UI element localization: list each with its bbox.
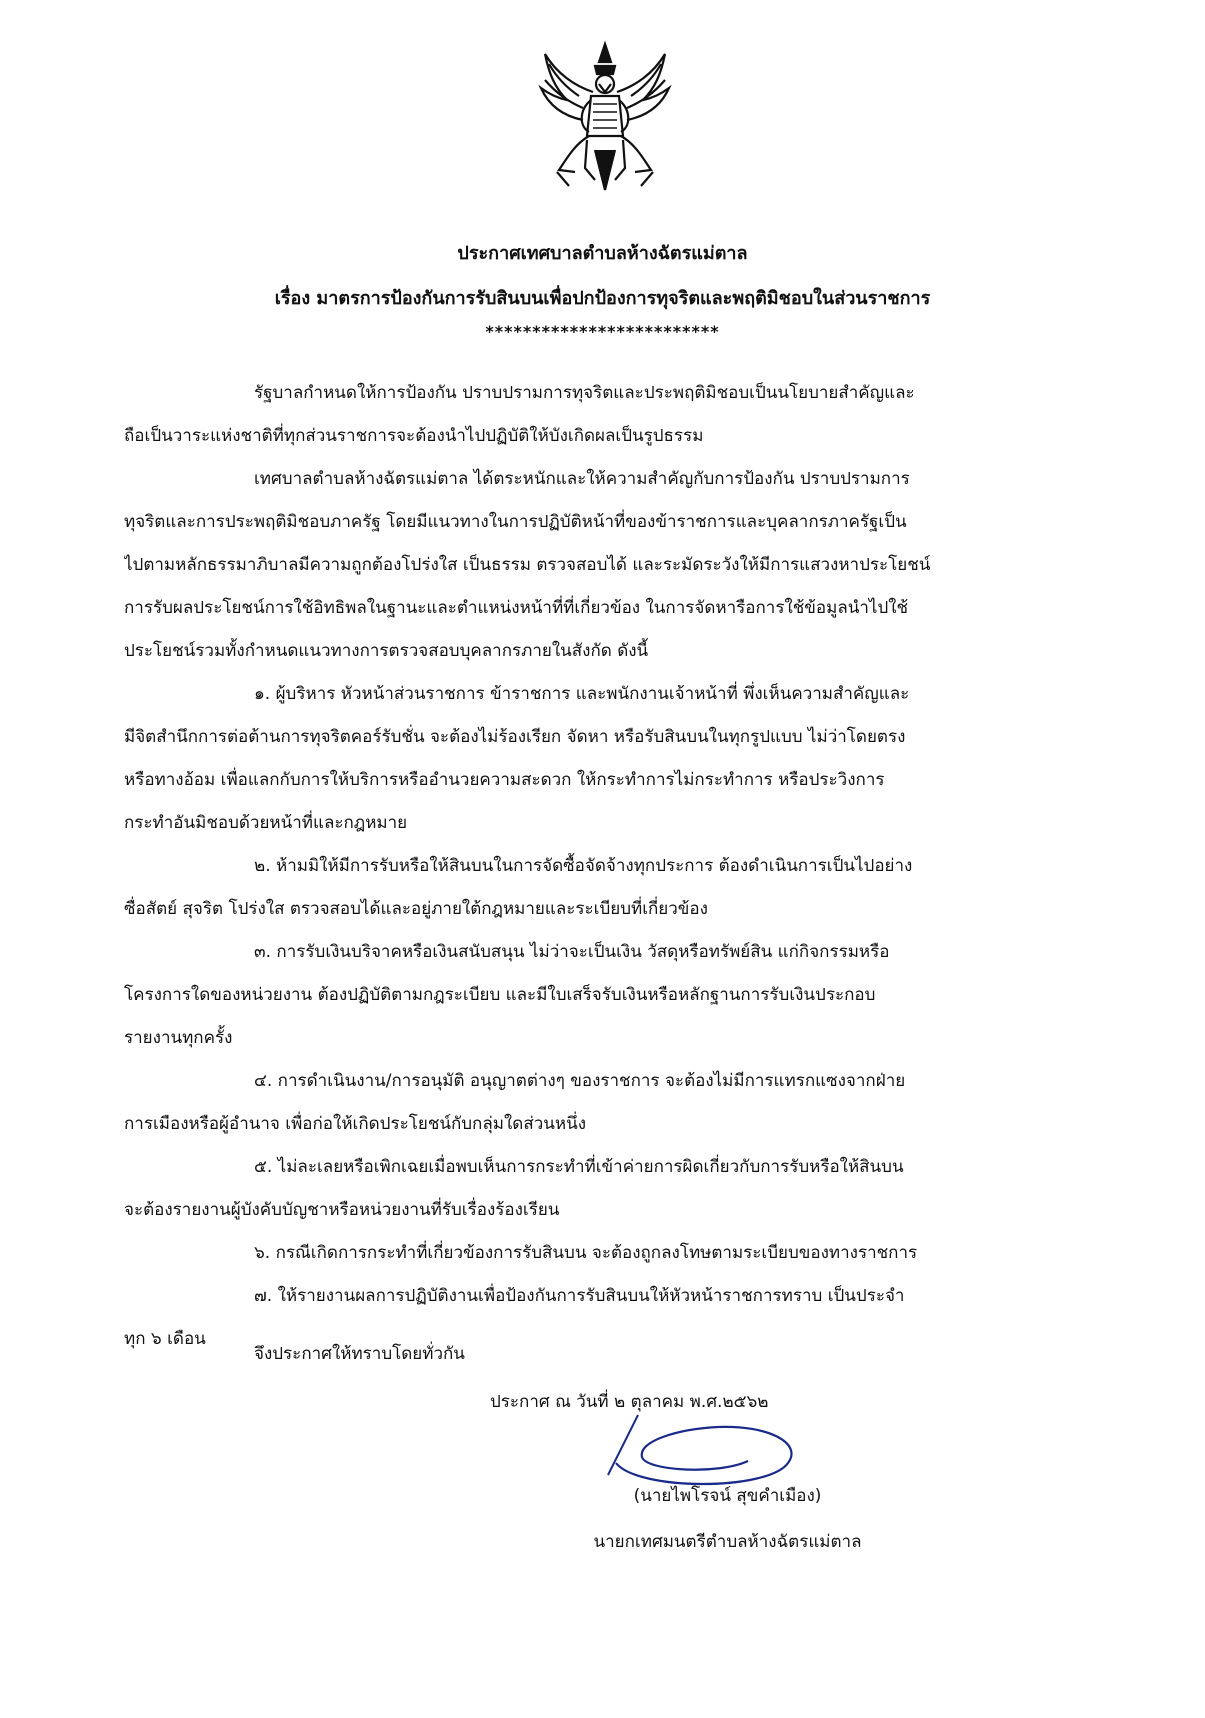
closing-statement: จึงประกาศให้ทราบโดยทั่วกัน <box>254 1344 465 1364</box>
text-line: เทศบาลตำบลห้างฉัตรแม่ตาล ได้ตระหนักและให้ความสำคัญกับการป้องกัน ปราบปรามการ <box>254 469 910 489</box>
text-line: การรับผลประโยชน์การใช้อิทธิพลในฐานะและตำแหน่งหน้าที่ที่เกี่ยวข้อง ในการจัดหารือการใช้ข้อมูลนำไปใช้ <box>124 598 909 618</box>
text-line: ๕. ไม่ละเลยหรือเพิกเฉยเมื่อพบเห็นการกระทำที่เข้าค่ายการผิดเกี่ยวกับการรับหรือให้สินบน <box>254 1157 904 1177</box>
document-body <box>124 372 1084 1361</box>
text-line: จะต้องรายงานผู้บังคับบัญชาหรือหน่วยงานที่รับเรื่องร้องเรียน <box>124 1200 560 1220</box>
announcement-subject: เรื่อง มาตรการป้องกันการรับสินบนเพื่อปกป้องการทุจริตและพฤติมิชอบในส่วนราชการ <box>274 288 931 309</box>
text-line: ๓. การรับเงินบริจาคหรือเงินสนับสนุน ไม่ว่าจะเป็นเงิน วัสดุหรือทรัพย์สิน แก่กิจกรรมหรือ <box>254 942 890 962</box>
text-line: ๑. ผู้บริหาร หัวหน้าส่วนราชการ ข้าราชการ และพนักงานเจ้าหน้าที่ พึ่งเห็นความสำคัญและ <box>254 684 910 704</box>
text-line: ซื่อสัตย์ สุจริต โปร่งใส ตรวจสอบได้และอยู่ภายใต้กฎหมายและระเบียบที่เกี่ยวข้อง <box>124 899 708 919</box>
text-line: ๔. การดำเนินงาน/การอนุมัติ อนุญาตต่างๆ ของราชการ จะต้องไม่มีการแทรกแซงจากฝ่าย <box>254 1071 906 1091</box>
paragraph <box>124 458 1084 673</box>
garuda-emblem-icon <box>535 40 675 195</box>
text-line: รัฐบาลกำหนดให้การป้องกัน ปราบปรามการทุจริตและประพฤติมิชอบเป็นนโยบายสำคัญและ <box>254 383 915 403</box>
text-line: หรือทางอ้อม เพื่อแลกกับการให้บริการหรืออำนวยความสะดวก ให้กระทำการไม่กระทำการ หรือประวิงการ <box>124 770 885 790</box>
text-line: มีจิตสำนึกการต่อต้านการทุจริตคอร์รับชั่น จะต้องไม่ร้องเรียก จัดหา หรือรับสินบนในทุกรูปแบบ ไม่ว่าโดยตรง <box>124 727 906 747</box>
text-line: ๒. ห้ามมิให้มีการรับหรือให้สินบนในการจัดซื้อจัดจ้างทุกประการ ต้องดำเนินการเป็นไปอย่าง <box>254 856 913 876</box>
text-line: ถือเป็นวาระแห่งชาติที่ทุกส่วนราชการจะต้องนำไปปฏิบัติให้บังเกิดผลเป็นรูปธรรม <box>124 426 704 446</box>
text-line: ประโยชน์รวมทั้งกำหนดแนวทางการตรวจสอบบุคลากรภายในสังกัด ดังนี้ <box>124 641 649 661</box>
text-line: กระทำอันมิชอบด้วยหน้าที่และกฎหมาย <box>124 813 408 833</box>
text-line: การเมืองหรือผู้อำนาจ เพื่อก่อให้เกิดประโยชน์กับกลุ่มใดส่วนหนึ่ง <box>124 1114 586 1134</box>
text-line: ทุก ๖ เดือน <box>124 1329 206 1349</box>
separator: ************************* <box>485 322 720 341</box>
paragraph <box>124 931 1084 1060</box>
paragraph <box>124 673 1084 845</box>
text-line: ทุจริตและการประพฤติมิชอบภาครัฐ โดยมีแนวทางในการปฏิบัติหน้าที่ของข้าราชการและบุคลากรภาครัฐเป็น <box>124 512 907 532</box>
text-line: รายงานทุกครั้ง <box>124 1028 233 1048</box>
paragraph <box>124 1146 1084 1232</box>
paragraph <box>124 372 1084 458</box>
paragraph <box>124 1060 1084 1146</box>
text-line: ๖. กรณีเกิดการกระทำที่เกี่ยวข้องการรับสินบน จะต้องถูกลงโทษตามระเบียบของทางราชการ <box>254 1243 918 1263</box>
signatory-position: นายกเทศมนตรีตำบลห้างฉัตรแม่ตาล <box>593 1532 862 1552</box>
signatory-name: (นายไพโรจน์ สุขคำเมือง) <box>633 1486 822 1506</box>
announcement-title: ประกาศเทศบาลตำบลห้างฉัตรแม่ตาล <box>457 243 748 264</box>
paragraph <box>124 845 1084 931</box>
text-line: โครงการใดของหน่วยงาน ต้องปฏิบัติตามกฎระเบียบ และมีใบเสร็จรับเงินหรือหลักฐานการรับเงินประกอบ <box>124 985 876 1005</box>
paragraph <box>124 1232 1084 1275</box>
announcement-date: ประกาศ ณ วันที่ ๒ ตุลาคม พ.ศ.๒๕๖๒ <box>490 1392 769 1412</box>
text-line: ไปตามหลักธรรมาภิบาลมีความถูกต้องโปร่งใส เป็นธรรม ตรวจสอบได้ และระมัดระวังให้มีการแสวงหาประโยชน์ <box>124 555 931 575</box>
text-line: ๗. ให้รายงานผลการปฏิบัติงานเพื่อป้องกันการรับสินบนให้หัวหน้าราชการทราบ เป็นประจำ <box>254 1286 905 1306</box>
